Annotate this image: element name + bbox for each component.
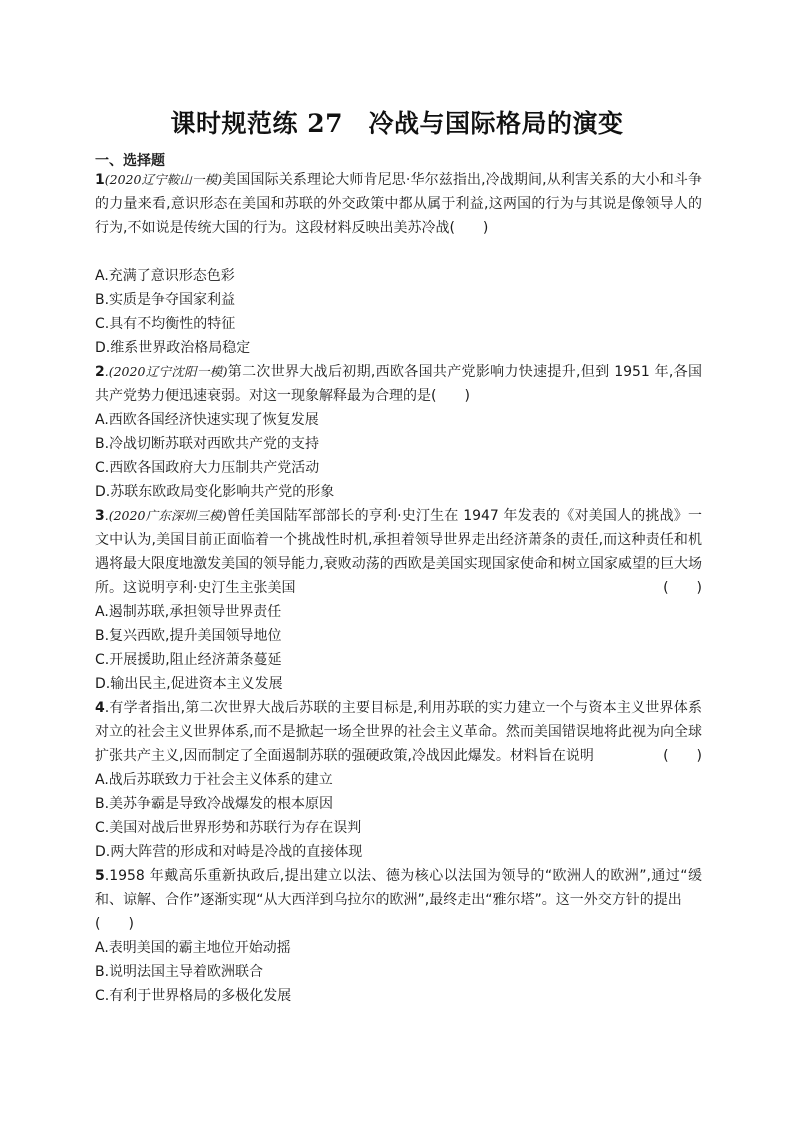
- question-stem: 美国国际关系理论大师肯尼思·华尔兹指出,冷战期间,从利害关系的大小和斗争的力量来看,意识形态在美国和苏联的外交政策中都从属于利益,这两国的行为与其说是像领导人的行为,不如说是传统大国的行为。这段材料反映出美苏冷战( ): [95, 172, 702, 236]
- question-source: (2020辽宁鞍山一模): [104, 172, 223, 187]
- option-b: B.美苏争霸是导致冷战爆发的根本原因: [95, 796, 334, 812]
- question-source: .(2020广东深圳三模): [104, 508, 227, 523]
- option-b: B.复兴西欧,提升美国领导地位: [95, 628, 282, 644]
- option-d: D.苏联东欧政局变化影响共产党的形象: [95, 484, 335, 500]
- option-a: A.表明美国的霸主地位开始动摇: [95, 940, 291, 956]
- section-heading: 一、选择题: [95, 153, 165, 169]
- question-3: [95, 504, 702, 600]
- question-number: 1: [95, 172, 105, 188]
- option-d: D.输出民主,促进资本主义发展: [95, 676, 283, 692]
- option-c: C.具有不均衡性的特征: [95, 316, 236, 332]
- option-a: A.遏制苏联,承担领导世界责任: [95, 604, 282, 620]
- question-stem: .1958 年戴高乐重新执政后,提出建立以法、德为核心以法国为领导的“欧洲人的欧洲”,通过“缓和、谅解、合作”逐渐实现“从大西洋到乌拉尔的欧洲”,最终走出“雅尔塔”。这一外交方针的提出: [95, 868, 702, 908]
- answer-blank: ( ): [663, 580, 702, 596]
- question-stem: 曾任美国陆军部部长的亨利·史汀生在 1947 年发表的《对美国人的挑战》一文中认为,美国目前正面临着一个挑战性时机,承担着领导世界走出经济萧条的责任,而这种责任和机遇将最大限度地激发美国的领导能力,衰败动荡的西欧是美国实现国家使命和树立国家威望的巨大场所。这说明亨利·史汀生主张美国: [95, 508, 702, 596]
- option-c: C.有利于世界格局的多极化发展: [95, 988, 292, 1004]
- option-b: B.实质是争夺国家利益: [95, 292, 236, 308]
- question-5: [95, 864, 702, 912]
- question-number: 2: [95, 364, 105, 380]
- question-source: .(2020辽宁沈阳一模): [104, 364, 228, 379]
- question-number: 3: [95, 508, 105, 524]
- question-1: [95, 168, 702, 240]
- answer-blank: ( ): [95, 916, 134, 932]
- option-b: B.冷战切断苏联对西欧共产党的支持: [95, 436, 320, 452]
- question-number: 5: [95, 868, 105, 884]
- question-4: [95, 696, 702, 768]
- option-c: C.开展援助,阻止经济萧条蔓延: [95, 652, 282, 668]
- option-d: D.两大阵营的形成和对峙是冷战的直接体现: [95, 844, 363, 860]
- page-title: 课时规范练 27 冷战与国际格局的演变: [170, 109, 624, 138]
- question-2: [95, 360, 702, 408]
- question-number: 4: [95, 700, 105, 716]
- question-stem: 第二次世界大战后初期,西欧各国共产党影响力快速提升,但到 1951 年,各国共产党势力便迅速衰弱。对这一现象解释最为合理的是( ): [95, 364, 702, 404]
- option-c: C.美国对战后世界形势和苏联行为存在误判: [95, 820, 362, 836]
- answer-blank: ( ): [663, 748, 702, 764]
- option-b: B.说明法国主导着欧洲联合: [95, 964, 264, 980]
- option-a: A.西欧各国经济快速实现了恢复发展: [95, 412, 319, 428]
- option-a: A.充满了意识形态色彩: [95, 268, 235, 284]
- option-a: A.战后苏联致力于社会主义体系的建立: [95, 772, 333, 788]
- option-d: D.维系世界政治格局稳定: [95, 340, 251, 356]
- question-stem: .有学者指出,第二次世界大战后苏联的主要目标是,利用苏联的实力建立一个与资本主义世界体系对立的社会主义世界体系,而不是掀起一场全世界的社会主义革命。然而美国错误地将此视为向全球扩张共产主义,因而制定了全面遏制苏联的强硬政策,冷战因此爆发。材料旨在说明: [95, 700, 702, 764]
- option-c: C.西欧各国政府大力压制共产党活动: [95, 460, 320, 476]
